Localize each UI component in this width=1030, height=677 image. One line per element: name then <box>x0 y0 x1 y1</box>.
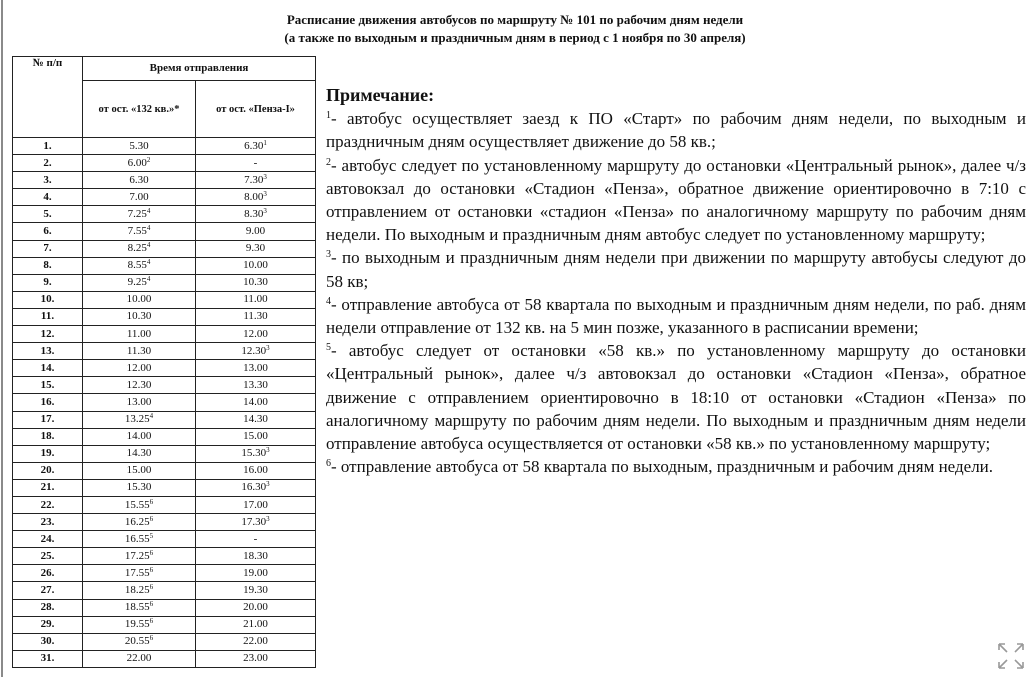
time-value: 10.00 <box>126 293 152 306</box>
note-text: - отправление автобуса от 58 квартала по выходным, праздничным и рабочим дням недели. <box>331 457 994 477</box>
time-from-penza <box>196 462 316 479</box>
time-value: 15.30 <box>126 481 152 494</box>
time-from-penza <box>196 274 316 291</box>
time-from-132 <box>83 599 196 616</box>
row-number: 24. <box>13 531 83 548</box>
footnote-marker: 6 <box>149 617 154 626</box>
time-value: 17.25 <box>124 549 150 562</box>
table-row <box>13 479 316 496</box>
note-text: - автобус следует по установленному маршруту до остановки «Центральный рынок», далее ч/з автовокзал до остановки «Стадион «Пенза», обратное движение ориентировочно в 7:10 с отправлением от остановки «стадион «Пенза» по аналогичному маршруту по рабочим дням недели. По выходным и праздничным дням автобус следует по установленному маршруту; <box>326 155 1026 245</box>
footnote-marker: 4 <box>146 224 151 233</box>
time-value: 7.55 <box>127 225 147 238</box>
time-value: 19.55 <box>124 618 150 631</box>
row-number: 30. <box>13 633 83 650</box>
time-value: 14.30 <box>126 447 152 460</box>
table-row <box>13 206 316 223</box>
time-value: 16.25 <box>124 515 150 528</box>
time-value: 11.00 <box>126 327 152 340</box>
notes-section <box>326 84 1026 478</box>
time-value: 11.30 <box>126 344 152 357</box>
time-value: 10.30 <box>126 310 152 323</box>
time-value: 11.00 <box>243 293 268 306</box>
row-number: 4. <box>13 189 83 206</box>
row-number: 18. <box>13 428 83 445</box>
footnote-marker: 3 <box>263 206 267 215</box>
note-marker: 5 <box>326 342 331 354</box>
time-from-penza <box>196 257 316 274</box>
row-number: 16. <box>13 394 83 411</box>
time-value: 22.00 <box>243 635 268 648</box>
time-from-penza <box>196 343 316 360</box>
time-value: - <box>253 156 258 169</box>
time-value: 8.00 <box>244 190 264 203</box>
time-value: 14.30 <box>243 413 268 426</box>
time-from-132 <box>83 479 196 496</box>
table-row <box>13 462 316 479</box>
time-from-penza <box>196 377 316 394</box>
time-value: 12.30 <box>241 344 267 357</box>
time-from-penza <box>196 291 316 308</box>
time-from-132 <box>83 240 196 257</box>
time-value: 22.00 <box>126 652 152 665</box>
footnote-marker: 6 <box>149 634 154 643</box>
expand-arrows-icon[interactable] <box>996 641 1026 671</box>
footnote-marker: 4 <box>149 412 154 421</box>
time-from-132 <box>83 206 196 223</box>
left-border-rule <box>1 0 3 677</box>
time-value: 17.30 <box>241 515 267 528</box>
time-from-penza <box>196 394 316 411</box>
time-value: 8.30 <box>244 207 264 220</box>
footnote-marker: 3 <box>266 343 270 352</box>
time-from-132 <box>83 274 196 291</box>
footnote-marker: 3 <box>263 189 267 198</box>
table-row <box>13 172 316 189</box>
note-text: - отправление автобуса от 58 квартала по выходным и праздничным дням недели, по раб. дням недели отправление от 132 кв. на 5 мин позже, указанного в расписании времени; <box>326 294 1026 338</box>
row-number-header: № п/п <box>13 57 83 138</box>
table-row <box>13 445 316 462</box>
time-from-penza <box>196 565 316 582</box>
table-row <box>13 565 316 582</box>
time-from-penza <box>196 548 316 565</box>
table-row <box>13 428 316 445</box>
footnote-marker: 6 <box>149 497 154 506</box>
time-value: 23.00 <box>243 652 268 665</box>
time-from-penza <box>196 479 316 496</box>
row-number: 5. <box>13 206 83 223</box>
row-number: 26. <box>13 565 83 582</box>
note-marker: 1 <box>326 110 331 122</box>
table-row <box>13 240 316 257</box>
time-value: 8.25 <box>127 242 147 255</box>
time-value: 9.00 <box>245 225 266 238</box>
table-row <box>13 155 316 172</box>
time-from-penza <box>196 326 316 343</box>
note-text: - по выходным и праздничным дням недели при движении по маршруту автобусы следуют до 58 кв; <box>326 248 1026 291</box>
footnote-marker: 3 <box>266 514 270 523</box>
note-item <box>326 455 1026 478</box>
time-value: 13.30 <box>243 378 268 391</box>
note-text: - автобус осуществляет заезд к ПО «Старт» по рабочим дням недели, по выходным и праздничным дням осуществляет движение до 58 кв.; <box>326 109 1026 152</box>
table-row <box>13 326 316 343</box>
page-title-line-1: Расписание движения автобусов по маршруту № 101 по рабочим дням недели <box>286 12 744 27</box>
time-from-penza <box>196 172 316 189</box>
time-value: 19.30 <box>243 583 268 596</box>
row-number: 29. <box>13 616 83 633</box>
row-number: 8. <box>13 257 83 274</box>
time-value: 10.00 <box>243 259 268 272</box>
time-value: 15.00 <box>126 464 152 477</box>
time-value: 12.00 <box>243 327 268 340</box>
note-marker: 2 <box>326 156 331 168</box>
time-value: 20.55 <box>124 635 150 648</box>
time-from-132 <box>83 343 196 360</box>
time-value: 7.25 <box>127 207 147 220</box>
page-title-line-2: (а также по выходным и праздничным дням в период с 1 ноября по 30 апреля) <box>284 30 746 45</box>
time-value: 14.00 <box>243 395 268 408</box>
time-value: 16.30 <box>241 481 267 494</box>
time-value: 13.00 <box>243 361 268 374</box>
time-value: 21.00 <box>243 618 268 631</box>
time-from-132 <box>83 496 196 513</box>
footnote-marker: 1 <box>263 138 267 147</box>
time-from-132 <box>83 291 196 308</box>
time-value: 17.55 <box>124 566 150 579</box>
table-row <box>13 308 316 325</box>
time-from-132 <box>83 428 196 445</box>
row-number: 31. <box>13 650 83 667</box>
note-marker: 4 <box>326 295 331 307</box>
time-value: 18.25 <box>124 583 150 596</box>
time-value: 9.30 <box>245 242 266 255</box>
time-from-penza <box>196 206 316 223</box>
time-value: 7.30 <box>244 173 264 186</box>
footnote-marker: 3 <box>266 446 270 455</box>
time-from-132 <box>83 411 196 428</box>
time-value: 13.25 <box>124 413 150 426</box>
time-from-penza <box>196 240 316 257</box>
table-row <box>13 616 316 633</box>
stop-132-header: от ост. «132 кв.»* <box>83 81 196 138</box>
time-value: 5.30 <box>129 139 149 152</box>
row-number: 17. <box>13 411 83 428</box>
time-from-132 <box>83 155 196 172</box>
table-row <box>13 548 316 565</box>
time-from-132 <box>83 172 196 189</box>
time-from-132 <box>83 360 196 377</box>
note-item <box>326 246 1026 292</box>
time-from-penza <box>196 496 316 513</box>
row-number: 12. <box>13 326 83 343</box>
footnote-marker: 6 <box>149 565 154 574</box>
time-value: 14.00 <box>126 430 152 443</box>
time-from-132 <box>83 189 196 206</box>
note-text: - автобус следует от остановки «58 кв.» по установленному маршруту до остановки «Центральный рынок», далее ч/з автовокзал до остановки «Стадион «Пенза», обратное движение с отправлением ориентировочно в 18:10 от остановки «Стадион «Пенза» по аналогичному маршруту по рабочим дням недели. По выходным и праздничным дням недели отправление автобуса осуществляется от остановки «58 кв.» по установленному маршруту; <box>326 341 1026 454</box>
table-row <box>13 531 316 548</box>
time-value: 19.00 <box>243 566 268 579</box>
time-from-penza <box>196 531 316 548</box>
row-number: 28. <box>13 599 83 616</box>
row-number: 7. <box>13 240 83 257</box>
time-from-132 <box>83 531 196 548</box>
footnote-marker: 6 <box>149 582 154 591</box>
table-row <box>13 599 316 616</box>
note-item <box>326 293 1026 339</box>
table-row <box>13 582 316 599</box>
time-from-132 <box>83 257 196 274</box>
time-from-penza <box>196 599 316 616</box>
row-number: 6. <box>13 223 83 240</box>
time-value: 11.30 <box>243 310 268 323</box>
time-from-132 <box>83 582 196 599</box>
departure-time-header: Время отправления <box>83 57 316 81</box>
time-value: 17.00 <box>243 498 268 511</box>
time-from-penza <box>196 308 316 325</box>
stop-penza-header: от ост. «Пенза-I» <box>196 81 316 138</box>
row-number: 9. <box>13 274 83 291</box>
time-value: 13.00 <box>126 395 152 408</box>
time-from-132 <box>83 633 196 650</box>
time-value: 16.00 <box>243 464 268 477</box>
time-from-132 <box>83 565 196 582</box>
time-from-penza <box>196 514 316 531</box>
time-value: 12.30 <box>126 378 152 391</box>
time-value: 8.55 <box>127 259 147 272</box>
time-from-132 <box>83 445 196 462</box>
time-from-penza <box>196 582 316 599</box>
row-number: 11. <box>13 308 83 325</box>
row-number: 23. <box>13 514 83 531</box>
time-from-penza <box>196 155 316 172</box>
table-row <box>13 138 316 155</box>
time-value: 9.25 <box>127 276 147 289</box>
time-value: 20.00 <box>243 601 268 614</box>
table-row <box>13 189 316 206</box>
note-marker: 3 <box>326 249 331 261</box>
time-from-penza <box>196 411 316 428</box>
time-value: 6.30 <box>129 173 149 186</box>
table-row <box>13 291 316 308</box>
time-from-132 <box>83 223 196 240</box>
time-from-penza <box>196 445 316 462</box>
note-item <box>326 107 1026 153</box>
footnote-marker: 4 <box>146 206 151 215</box>
time-from-132 <box>83 616 196 633</box>
row-number: 25. <box>13 548 83 565</box>
time-value: 15.55 <box>124 498 150 511</box>
row-number: 13. <box>13 343 83 360</box>
footnote-marker: 3 <box>263 172 267 181</box>
time-from-132 <box>83 548 196 565</box>
table-row <box>13 377 316 394</box>
table-row <box>13 411 316 428</box>
time-from-penza <box>196 616 316 633</box>
time-from-penza <box>196 633 316 650</box>
time-value: 7.00 <box>129 190 149 203</box>
time-from-132 <box>83 138 196 155</box>
row-number: 2. <box>13 155 83 172</box>
row-number: 20. <box>13 462 83 479</box>
row-number: 15. <box>13 377 83 394</box>
table-row <box>13 650 316 667</box>
row-number: 14. <box>13 360 83 377</box>
schedule-table <box>12 56 316 668</box>
time-value: 10.30 <box>243 276 268 289</box>
table-row <box>13 360 316 377</box>
row-number: 22. <box>13 496 83 513</box>
time-value: 12.00 <box>126 361 152 374</box>
time-value: 18.55 <box>124 601 150 614</box>
time-from-132 <box>83 308 196 325</box>
time-from-132 <box>83 650 196 667</box>
time-value: 6.30 <box>244 139 264 152</box>
table-row <box>13 394 316 411</box>
footnote-marker: 3 <box>266 480 270 489</box>
table-row <box>13 633 316 650</box>
time-from-penza <box>196 428 316 445</box>
table-row <box>13 496 316 513</box>
note-item <box>326 339 1026 455</box>
footnote-marker: 6 <box>149 514 154 523</box>
footnote-marker: 6 <box>149 600 154 609</box>
time-value: 15.00 <box>243 430 268 443</box>
table-row <box>13 514 316 531</box>
notes-title: Примечание: <box>326 85 435 105</box>
time-from-penza <box>196 360 316 377</box>
row-number: 21. <box>13 479 83 496</box>
row-number: 10. <box>13 291 83 308</box>
time-from-penza <box>196 650 316 667</box>
row-number: 3. <box>13 172 83 189</box>
table-row <box>13 343 316 360</box>
footnote-marker: 4 <box>146 241 151 250</box>
table-row <box>13 257 316 274</box>
note-marker: 6 <box>326 458 331 470</box>
footnote-marker: 4 <box>146 258 151 267</box>
time-from-penza <box>196 189 316 206</box>
row-number: 27. <box>13 582 83 599</box>
time-from-132 <box>83 462 196 479</box>
note-item <box>326 154 1026 247</box>
row-number: 1. <box>13 138 83 155</box>
time-value: 18.30 <box>243 549 268 562</box>
time-from-penza <box>196 223 316 240</box>
row-number: 19. <box>13 445 83 462</box>
table-row <box>13 274 316 291</box>
footnote-marker: 6 <box>149 548 154 557</box>
footnote-marker: 4 <box>146 275 151 284</box>
time-from-132 <box>83 394 196 411</box>
time-value: 16.55 <box>124 532 150 545</box>
time-from-132 <box>83 514 196 531</box>
footnote-marker: 2 <box>146 155 151 164</box>
table-row <box>13 223 316 240</box>
footnote-marker: 5 <box>149 531 154 540</box>
time-value: 15.30 <box>241 447 267 460</box>
time-from-132 <box>83 377 196 394</box>
time-value: - <box>253 532 258 545</box>
time-from-132 <box>83 326 196 343</box>
time-value: 6.00 <box>127 156 147 169</box>
time-from-penza <box>196 138 316 155</box>
